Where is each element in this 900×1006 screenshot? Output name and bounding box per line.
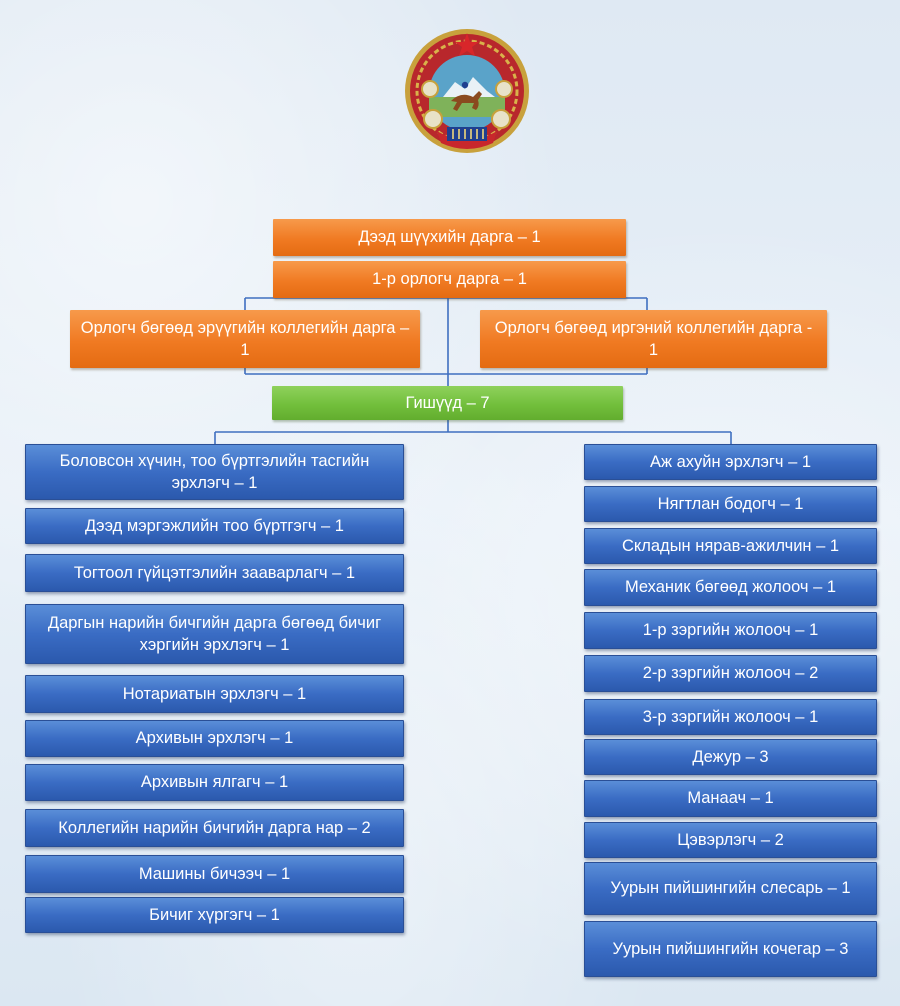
right-unit-label: Аж ахуйн эрхлэгч – 1 [649, 452, 812, 471]
left-unit-label: Даргын нарийн бичгийн дарга бөгөөд бичиг хэргийн эрхлэгч – 1 [47, 613, 382, 654]
criminal-deputy-label: Орлогч бөгөөд эрүүгийн коллегийн дарга – 1 [80, 318, 410, 359]
right-unit-label: Нягтлан бодогч – 1 [657, 494, 804, 513]
right-unit-box [584, 655, 877, 692]
right-unit-label: 2-р зэргийн жолооч – 2 [642, 664, 819, 683]
right-unit-box [584, 921, 877, 977]
left-unit-label: Машины бичээч – 1 [138, 864, 291, 883]
right-unit-box [584, 739, 877, 775]
right-unit-label: Уурын пийшингийн слесарь – 1 [610, 879, 851, 898]
right-unit-label: Уурын пийшингийн кочегар – 3 [612, 939, 849, 958]
right-unit-label: Цэвэрлэгч – 2 [677, 830, 784, 849]
first-deputy-label: 1-р орлогч дарга – 1 [372, 270, 527, 289]
left-unit-box [25, 855, 404, 893]
left-unit-box [25, 764, 404, 801]
right-unit-label: Механик бөгөөд жолооч – 1 [624, 578, 837, 597]
left-unit-label: Нотариатын эрхлэгч – 1 [122, 684, 307, 703]
left-unit-label: Коллегийн нарийн бичгийн дарга нар – 2 [58, 818, 371, 837]
civil-deputy-box [480, 310, 827, 368]
right-unit-box [584, 486, 877, 522]
left-unit-box [25, 675, 404, 713]
civil-deputy-label: Орлогч бөгөөд иргэний коллегийн дарга - 1 [494, 318, 813, 359]
left-unit-box [25, 554, 404, 592]
members-label: Гишүүд – 7 [405, 393, 490, 412]
left-unit-box [25, 720, 404, 757]
left-unit-box [25, 604, 404, 664]
left-unit-label: Боловсон хүчин, тоо бүртгэлийн тасгийн эрхлэгч – 1 [59, 451, 370, 492]
left-unit-label: Бичиг хүргэгч – 1 [149, 905, 280, 924]
left-unit-box [25, 809, 404, 847]
right-unit-box [584, 699, 877, 735]
right-unit-label: Дежур – 3 [692, 747, 769, 766]
left-unit-label: Дээд мэргэжлийн тоо бүртгэгч – 1 [85, 516, 344, 535]
right-unit-label: Складын нярав-ажилчин – 1 [621, 536, 840, 555]
right-unit-box [584, 569, 877, 606]
right-unit-box [584, 780, 877, 817]
first-deputy-box [273, 261, 626, 298]
right-unit-box [584, 612, 877, 649]
right-unit-label: Манаач – 1 [687, 789, 774, 808]
criminal-deputy-box [70, 310, 420, 368]
members-box [272, 386, 623, 420]
right-unit-box [584, 444, 877, 480]
left-unit-label: Архивын ялгагч – 1 [140, 773, 289, 792]
left-unit-box [25, 444, 404, 500]
right-unit-box [584, 862, 877, 915]
left-unit-label: Архивын эрхлэгч – 1 [135, 729, 294, 748]
chief-justice-box [273, 219, 626, 256]
right-unit-box [584, 528, 877, 564]
left-unit-label: Тогтоол гүйцэтгэлийн зааварлагч – 1 [73, 563, 356, 582]
left-unit-box [25, 508, 404, 544]
right-unit-label: 3-р зэргийн жолооч – 1 [642, 707, 819, 726]
right-unit-label: 1-р зэргийн жолооч – 1 [642, 621, 819, 640]
right-unit-box [584, 822, 877, 858]
chief-justice-label: Дээд шүүхийн дарга – 1 [358, 228, 541, 247]
left-unit-box [25, 897, 404, 933]
